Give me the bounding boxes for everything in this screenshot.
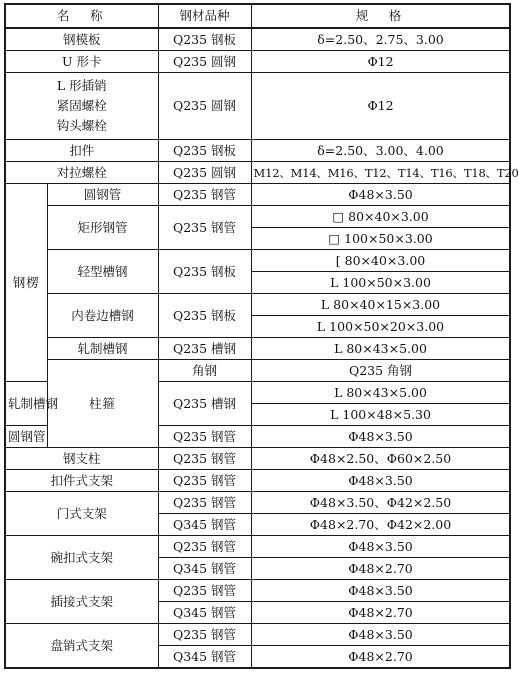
row-material: Q235 钢板 — [158, 250, 251, 294]
row-spec: Φ48×2.70 — [251, 558, 510, 580]
table-row — [5, 206, 510, 228]
row-spec: Φ12 — [251, 51, 510, 73]
row-material: Q235 圆钢 — [158, 162, 251, 184]
row-name: 钢模板 — [5, 28, 158, 51]
row-material: Q235 钢管 — [158, 448, 251, 470]
row-name: 扣件式支架 — [5, 470, 158, 492]
row-name: 钩头螺栓 — [56, 118, 107, 133]
row-spec: δ=2.50、3.00、4.00 — [251, 140, 510, 162]
row-spec: M12、M14、M16、T12、T14、T16、T18、T20 — [251, 162, 510, 184]
row-material: Q235 钢板 — [158, 294, 251, 338]
row-spec: Φ48×2.70 — [251, 646, 510, 669]
row-name: 扣件 — [5, 140, 158, 162]
row-material: Q235 钢管 — [158, 536, 251, 558]
header-name: 名 称 — [5, 4, 158, 28]
row-name: 矩形钢管 — [47, 206, 158, 250]
row-material: Q235 圆钢 — [158, 73, 251, 140]
row-material: Q345 钢管 — [158, 558, 251, 580]
row-material: Q235 钢管 — [158, 492, 251, 514]
row-name: 轧制槽钢 — [47, 338, 158, 360]
table-row — [5, 28, 510, 51]
group-steel-purlin: 钢楞 — [5, 184, 47, 382]
row-name: 盘销式支架 — [5, 624, 158, 669]
row-material: Q235 钢板 — [158, 28, 251, 51]
row-spec: Φ48×3.50、Φ42×2.50 — [251, 492, 510, 514]
row-material: Q345 钢管 — [158, 646, 251, 669]
row-spec: □ 80×40×3.00 — [251, 206, 510, 228]
row-name: 轻型槽钢 — [47, 250, 158, 294]
row-spec: Φ48×3.50 — [251, 426, 510, 448]
header-spec: 规 格 — [251, 4, 510, 28]
row-spec: Φ48×3.50 — [251, 184, 510, 206]
row-name: 圆钢管 — [47, 184, 158, 206]
row-spec: L 100×48×5.30 — [251, 404, 510, 426]
row-spec: Φ48×2.70 — [251, 602, 510, 624]
row-name: 角钢 — [158, 360, 251, 382]
row-spec: [ 80×40×3.00 — [251, 250, 510, 272]
row-material: Q235 角钢 — [251, 360, 510, 382]
row-name: 碗扣式支架 — [5, 536, 158, 580]
table-row — [5, 448, 510, 470]
row-name: 插接式支架 — [5, 580, 158, 624]
row-spec: Φ48×3.50 — [251, 580, 510, 602]
row-material: Q235 圆钢 — [158, 51, 251, 73]
table-row — [5, 294, 510, 316]
row-material: Q235 钢管 — [158, 580, 251, 602]
table-row — [5, 360, 510, 382]
row-spec: L 100×50×20×3.00 — [251, 316, 510, 338]
row-material: Q235 钢管 — [158, 426, 251, 448]
header-material: 钢材品种 — [158, 4, 251, 28]
row-spec: □ 100×50×3.00 — [251, 228, 510, 250]
row-spec: L 80×40×15×3.00 — [251, 294, 510, 316]
row-material: Q235 槽钢 — [158, 382, 251, 426]
steel-spec-table — [4, 3, 519, 669]
group-column-hoop: 柱箍 — [47, 360, 158, 448]
row-spec: Φ48×2.70、Φ42×2.00 — [251, 514, 510, 536]
table-row — [5, 492, 510, 514]
table-row — [5, 184, 510, 206]
row-spec: L 100×50×3.00 — [251, 272, 510, 294]
row-spec: Φ48×3.50 — [251, 624, 510, 646]
table-row — [5, 51, 510, 73]
row-name: U 形卡 — [5, 51, 158, 73]
row-material: Q235 槽钢 — [158, 338, 251, 360]
row-name: 门式支架 — [5, 492, 158, 536]
row-spec: Φ48×2.50、Φ60×2.50 — [251, 448, 510, 470]
row-name: 内卷边槽钢 — [47, 294, 158, 338]
table-row — [5, 470, 510, 492]
table-row — [5, 73, 510, 140]
table-row — [5, 338, 510, 360]
row-name-group — [5, 73, 158, 140]
table-header-row — [5, 4, 510, 28]
row-spec: Φ12 — [251, 73, 510, 140]
table-row — [5, 250, 510, 272]
row-spec: L 80×43×5.00 — [251, 382, 510, 404]
table-row — [5, 536, 510, 558]
row-material: Q235 钢管 — [158, 206, 251, 250]
row-material: Q235 钢板 — [158, 140, 251, 162]
row-name: 钢支柱 — [5, 448, 158, 470]
row-material: Q345 钢管 — [158, 514, 251, 536]
row-name: 轧制槽钢 — [5, 382, 47, 426]
row-name: 圆钢管 — [5, 426, 47, 448]
row-material: Q235 钢管 — [158, 184, 251, 206]
row-name: 紧固螺栓 — [56, 98, 107, 113]
row-spec: Φ48×3.50 — [251, 470, 510, 492]
row-material: Q345 钢管 — [158, 602, 251, 624]
table-row — [5, 624, 510, 646]
row-name: 对拉螺栓 — [5, 162, 158, 184]
table-row — [5, 580, 510, 602]
row-spec: L 80×43×5.00 — [251, 338, 510, 360]
row-spec: Φ48×3.50 — [251, 536, 510, 558]
row-spec: δ=2.50、2.75、3.00 — [251, 28, 510, 51]
row-material: Q235 钢管 — [158, 470, 251, 492]
row-material: Q235 钢管 — [158, 624, 251, 646]
table-row — [5, 140, 510, 162]
row-name: L 形插销 — [56, 78, 107, 93]
table-row — [5, 162, 510, 184]
